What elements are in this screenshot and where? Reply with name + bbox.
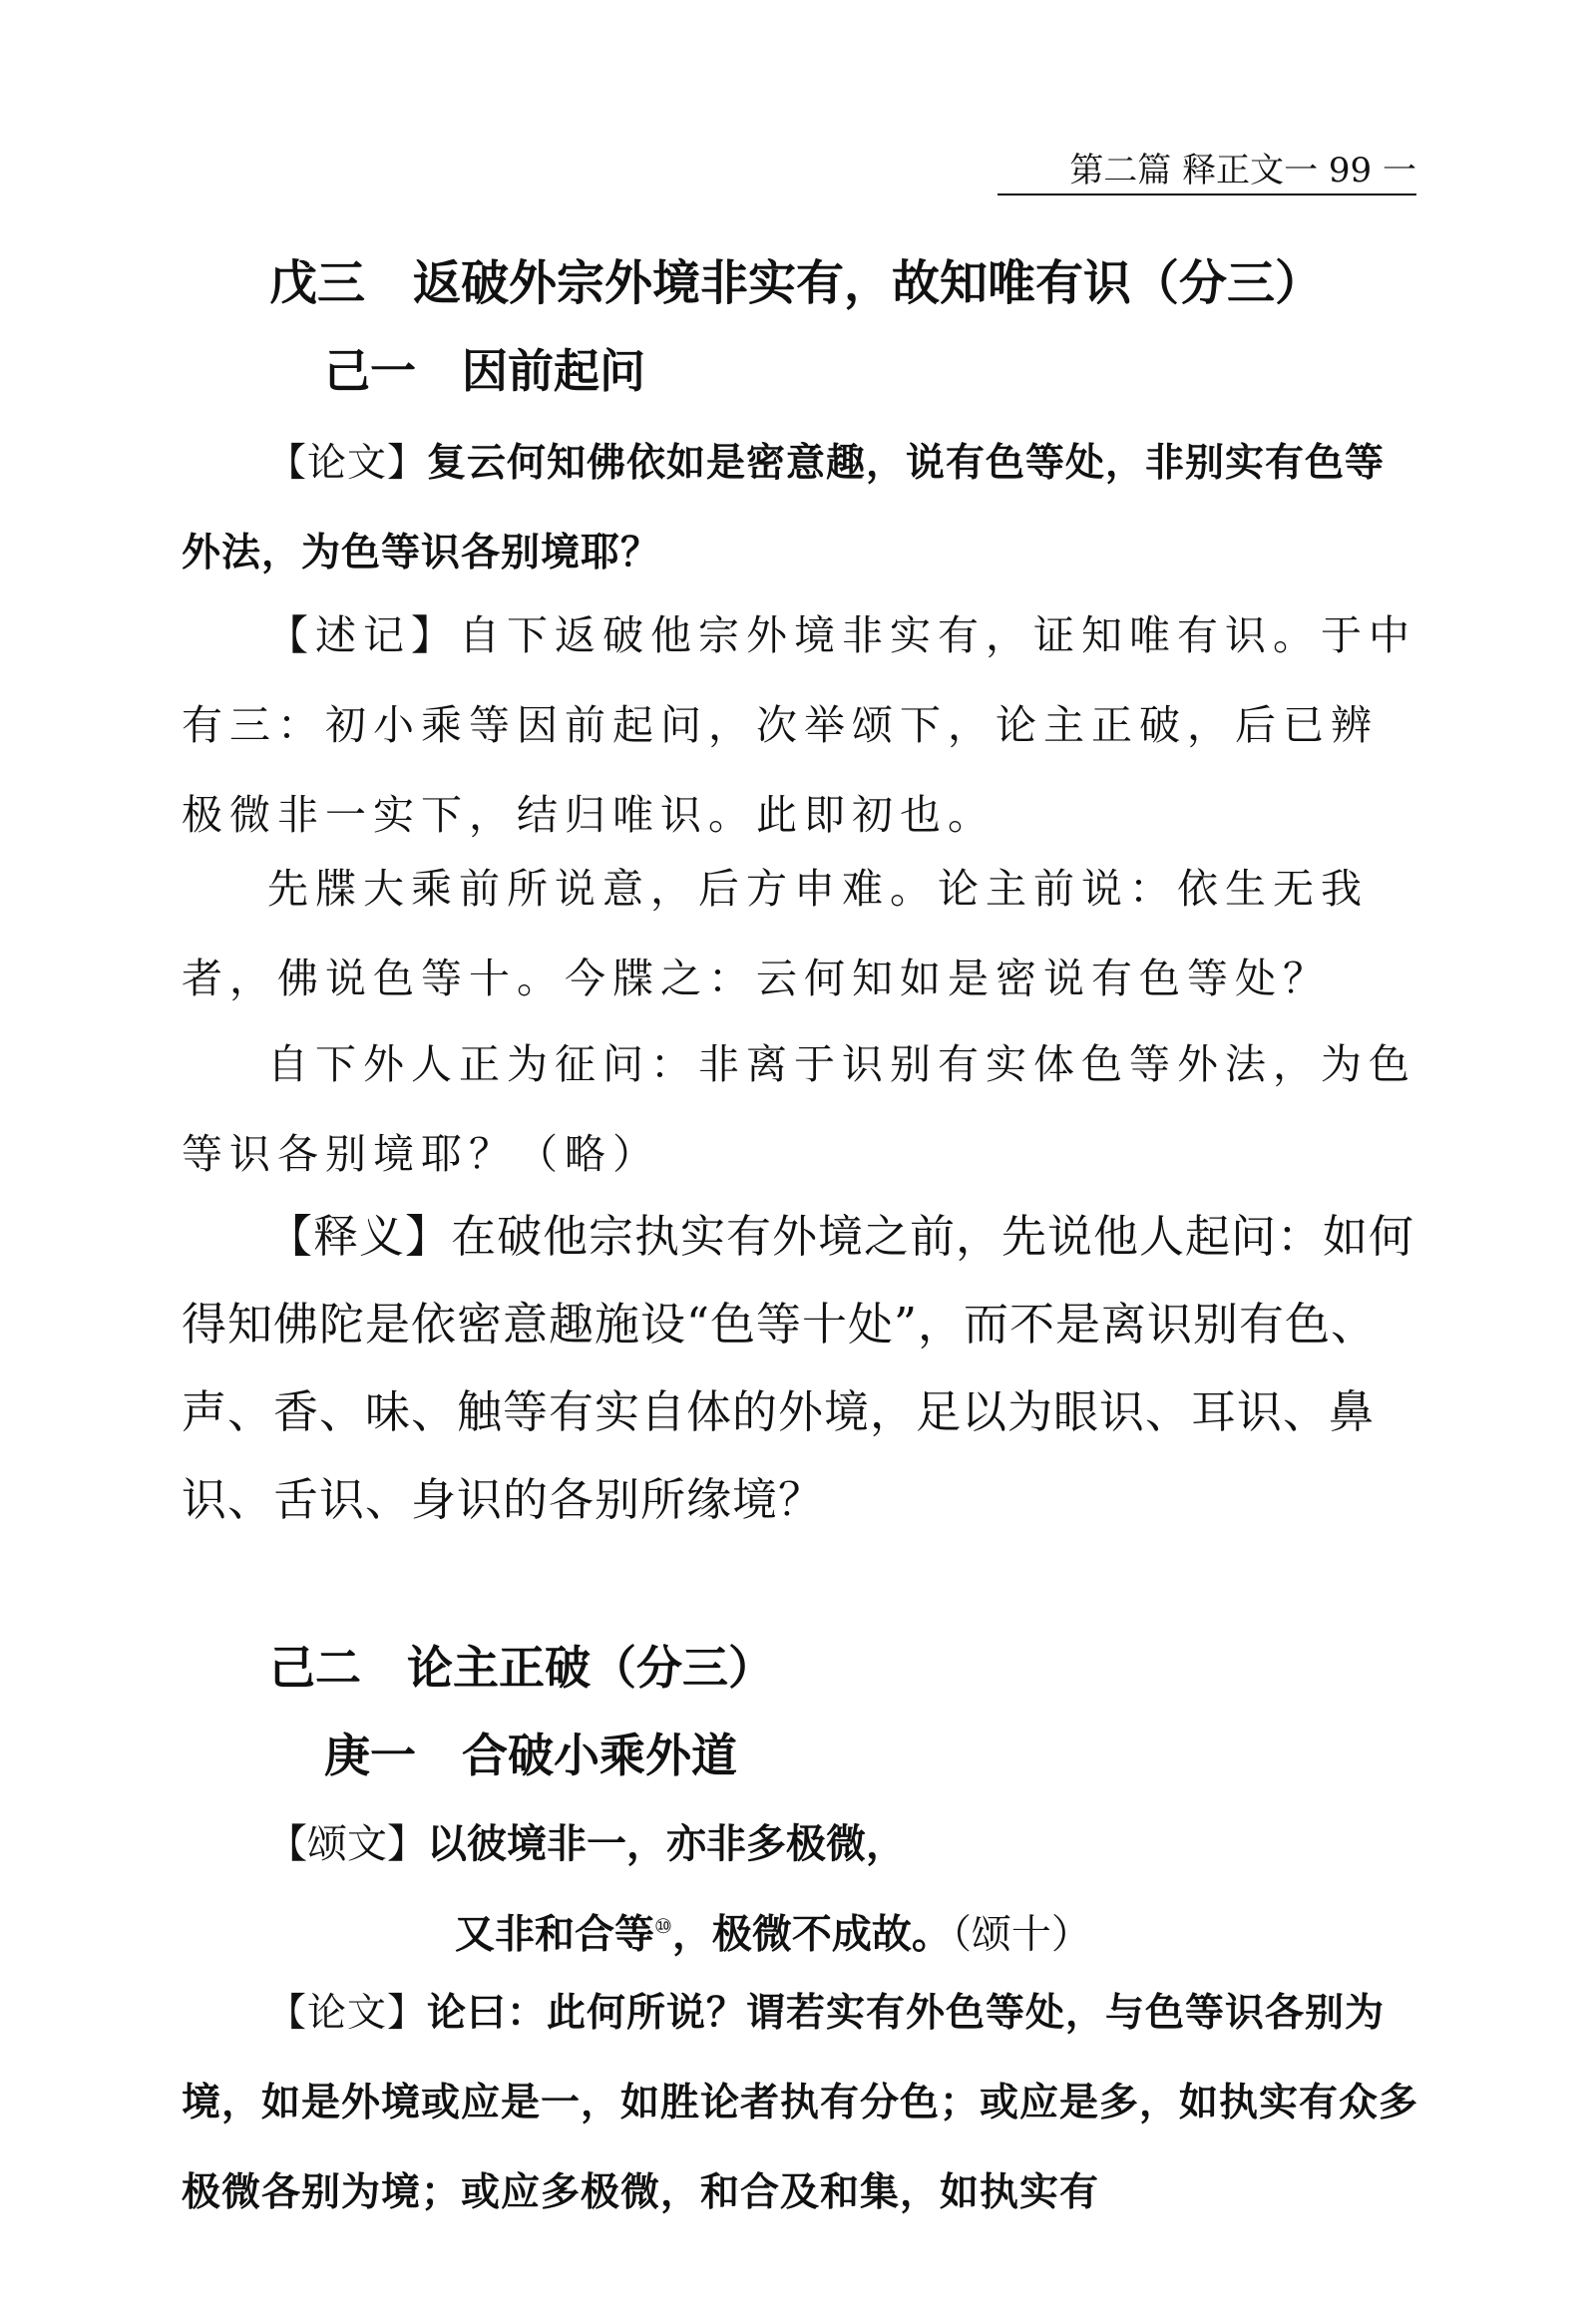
section-heading-ji2: 己二 论主正破（分三）	[269, 1641, 774, 1695]
shuji-paragraph-3: 自下外人正为征问：非离于识别有实体色等外法，为色等识各别境耶？（略）	[182, 1040, 1416, 1178]
songwen-text-2b: ，极微不成故。	[671, 1911, 952, 1958]
section-heading-geng1: 庚一 合破小乘外道	[324, 1729, 737, 1782]
section-heading-wu3: 戊三 返破外宗外境非实有，故知唯有识（分三）	[269, 255, 1324, 311]
songwen-reference: （颂十）	[951, 1911, 1091, 1958]
songwen-line-1	[267, 1803, 1504, 1885]
bracket-label: 【述记】	[267, 611, 459, 659]
shuji-text: 自下返破他宗外境非实有，证知唯有识。于中有三：初小乘等因前起问，次举颂下，论主正破，后已辨极微非一实下，结归唯识。此即初也。	[182, 611, 1416, 839]
shiyi-text: 在破他宗执实有外境之前，先说他人起问：如何得知佛陀是依密意趣施设“色等十处”，而不是离识别有色、声、香、味、触等有实自体的外境，足以为眼识、耳识、鼻识、舌识、身识的各别所缘境？	[182, 1210, 1415, 1526]
lunwen-paragraph-1	[182, 419, 1418, 598]
bracket-label: 【论文】	[267, 441, 428, 486]
footnote-marker: ⑩	[654, 1914, 672, 1938]
songwen-text-1: 以彼境非一，亦非多极微，	[427, 1821, 906, 1867]
songwen-line-2	[455, 1885, 1596, 1975]
shuji-paragraph-1	[182, 590, 1418, 860]
lunwen-paragraph-2	[182, 1969, 1418, 2238]
lunwen-text: 复云何知佛依如是密意趣，说有色等处，非别实有色等外法，为色等识各别境耶？	[182, 441, 1386, 576]
section-heading-ji1: 己一 因前起问	[324, 344, 645, 398]
songwen-text-2a: 又非和合等	[455, 1911, 654, 1958]
shuji-paragraph-2: 先牒大乘前所说意，后方申难。论主前说：依生无我者，佛说色等十。今牒之：云何知如是密说有色等处？	[182, 865, 1369, 1002]
bracket-label: 【颂文】	[267, 1821, 427, 1867]
lunwen-text: 论曰：此何所说？谓若实有外色等处，与色等识各别为境，如是外境或应是一，如胜论者执有分色；或应是多，如执实有众多极微各别为境；或应多极微，和合及和集，如执实有	[182, 1991, 1419, 2215]
bracket-label: 【释义】	[267, 1210, 452, 1263]
bracket-label: 【论文】	[267, 1991, 428, 2036]
shiyi-paragraph-1	[182, 1193, 1418, 1544]
running-head: 第二篇 释正文一 99 一	[998, 148, 1416, 195]
